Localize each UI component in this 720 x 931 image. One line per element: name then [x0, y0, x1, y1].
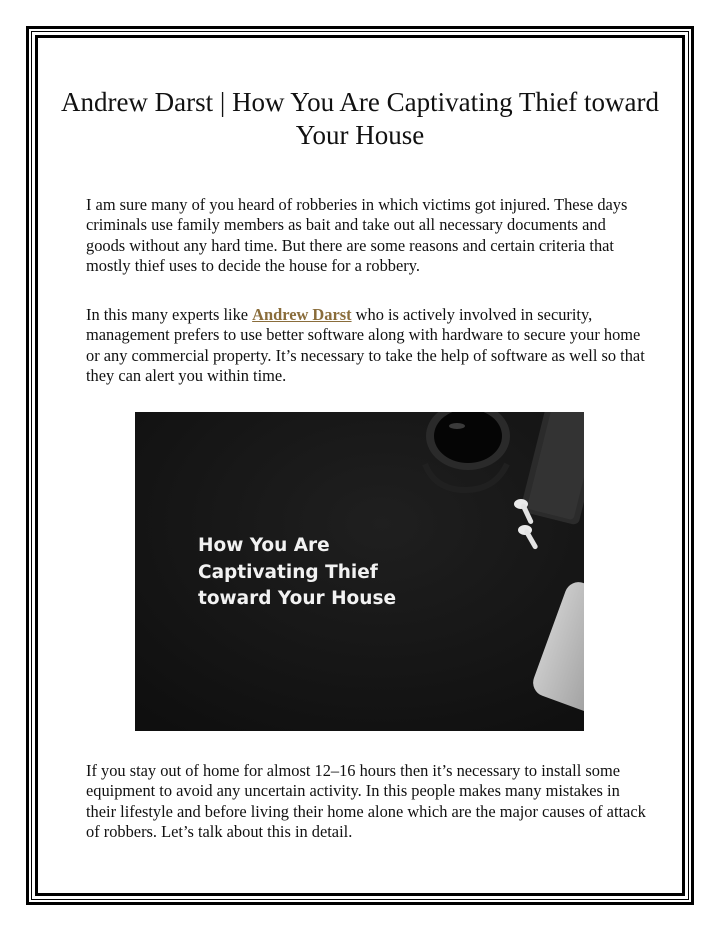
- hero-headline: How You Are Captivating Thief toward Your House: [198, 535, 396, 609]
- paragraph-equipment: If you stay out of home for almost 12–16 hours then it’s necessary to install some equipment to avoid any uncertain activity. In this people makes many mistakes in their lifestyle and before living their home alone which are the major causes of attack of robbers. Let’s talk about this in detail.: [86, 761, 646, 841]
- paragraph-experts: [86, 305, 646, 386]
- paragraph-experts-rest: who is actively involved in security, management prefers to use better software along with hardware to secure your home or any commercial property. It’s necessary to take the help of software as well so that they can alert you within time.: [86, 305, 645, 385]
- article-hero-image: [135, 412, 584, 731]
- andrew-darst-link[interactable]: Andrew Darst: [252, 305, 352, 324]
- paragraph-intro: I am sure many of you heard of robberies in which victims got injured. These days criminals use family members as bait and take out all necessary documents and goods without any hard time. But there are some reasons and certain criteria that mostly thief uses to decide the house for a robbery.: [86, 195, 628, 275]
- document-title: Andrew Darst | How You Are Captivating Thief toward Your House: [60, 87, 660, 150]
- paragraph-experts-lead: In this many experts like: [86, 305, 253, 324]
